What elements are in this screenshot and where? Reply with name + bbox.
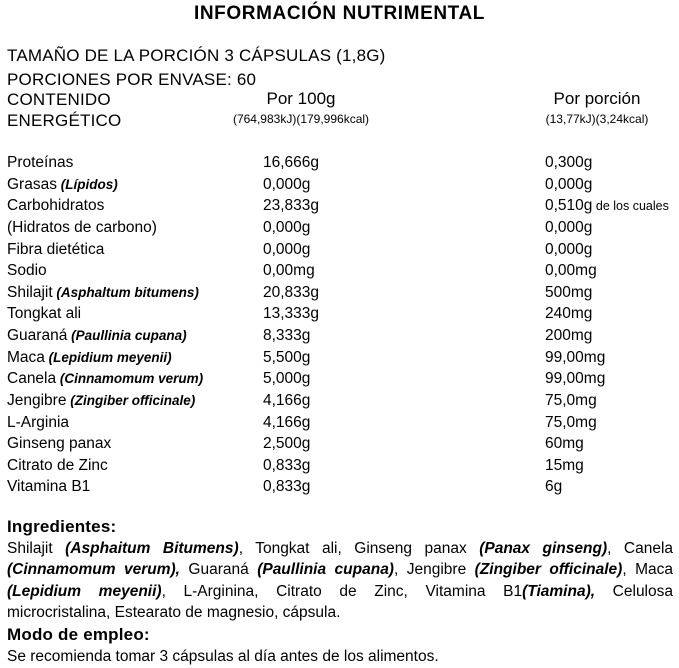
per-portion-value: 0,300g [545, 154, 593, 171]
nutrient-row [7, 239, 675, 261]
ingredients-section [7, 516, 673, 667]
nutrient-name: Fibra dietética [7, 240, 105, 258]
nutrient-row [7, 476, 675, 498]
nutrient-row [7, 152, 675, 174]
nutrient-row [7, 217, 675, 239]
ingredient-scientific-name: (Cinnamomum verum), [7, 561, 180, 579]
nutrient-name: (Hidratos de carbono) [7, 218, 157, 236]
per-100g-value: 0,000g [263, 240, 311, 258]
per-100g-value: 0,833g [263, 456, 311, 474]
nutrient-table [7, 152, 675, 498]
nutrient-row [7, 260, 675, 282]
nutrient-scientific-name: (Lepidium meyenii) [44, 349, 172, 365]
page-title: INFORMACIÓN NUTRIMENTAL [193, 3, 486, 24]
per-100g-value: 16,666g [263, 154, 320, 171]
nutrient-scientific-name: (Lípidos) [56, 176, 118, 192]
ingredient-scientific-name: (Lepidium meyenii) [7, 582, 162, 600]
ingredient-text-fragment: , Canela [607, 539, 674, 557]
nutrient-name: Carbohidratos [7, 197, 105, 215]
per-100g-value: 2,500g [263, 435, 311, 453]
per-portion-value-note: de los cuales [592, 199, 669, 214]
nutrient-scientific-name: (Paullinia cupana) [67, 328, 187, 343]
nutrient-name: Jengibre (Zingiber officinale) [7, 391, 196, 409]
ingredients-text [7, 538, 673, 624]
nutrient-row [7, 174, 675, 196]
ingredient-text-fragment: Shilajit [7, 539, 66, 557]
ingredient-scientific-name: (Zingiber officinale) [474, 561, 623, 579]
per-100g-value: 13,333g [263, 305, 320, 323]
ingredient-text-fragment: Celulosa microcristalina, Estearato de magnesio, cápsula. [7, 582, 673, 622]
per-100g-title: Por 100g [266, 89, 336, 108]
ingredient-scientific-name: (Panax ginseng) [479, 539, 608, 557]
per-portion-energy-value: (13,77kJ)(3,24kcal) [545, 112, 649, 126]
nutrient-rows [7, 152, 675, 498]
usage-heading: Modo de empleo: [7, 624, 150, 644]
ingredient-scientific-name: (Asphaitum Bitumens) [65, 539, 239, 557]
nutrient-row [7, 303, 675, 325]
ingredient-text-fragment: , L-Arginina, Citrato de Zinc, Vitamina B1 [161, 582, 523, 600]
nutrient-name: Ginseng panax [7, 435, 112, 453]
per-portion-value: 99,00mg [545, 370, 606, 388]
energy-content-label [7, 89, 121, 131]
ingredient-scientific-name: (Paullinia cupana) [257, 561, 394, 579]
nutrient-row [7, 195, 675, 217]
nutrient-name: Sodio [7, 262, 47, 280]
per-100g-value: 5,500g [263, 348, 311, 366]
per-portion-title: Por porción [553, 89, 641, 108]
nutrient-name: Tongkat ali [7, 305, 82, 323]
nutrient-row [7, 455, 675, 477]
nutrient-row [7, 390, 675, 412]
energy-content-label-line2: ENERGÉTICO [7, 111, 122, 130]
per-portion-value: 0,00mg [545, 262, 597, 280]
nutrient-row [7, 412, 675, 434]
ingredient-text-fragment: , Tongkat ali, Ginseng panax [238, 539, 480, 557]
nutrient-name: L-Arginia [7, 413, 70, 431]
nutrient-row [7, 325, 675, 347]
nutrient-scientific-name: (Zingiber officinale) [66, 392, 196, 408]
per-portion-value: 0,000g [545, 175, 593, 193]
nutrient-name: Shilajit (Asphaltum bitumens) [7, 283, 199, 301]
per-portion-value: 75,0mg [545, 413, 597, 431]
per-100g-value: 0,833g [263, 478, 311, 496]
per-100g-value: 4,166g [263, 413, 311, 431]
per-100g-value: 0,000g [263, 175, 311, 193]
serving-info [7, 44, 386, 92]
per-100g-column-header [220, 89, 382, 127]
per-portion-value: 500mg [545, 283, 593, 301]
nutrient-row [7, 282, 675, 304]
nutrient-name: Proteínas [7, 154, 74, 171]
ingredient-text-fragment: Guaraná [179, 561, 258, 579]
serving-size-line: TAMAÑO DE LA PORCIÓN 3 CÁPSULAS (1,8G) [7, 46, 386, 65]
energy-content-label-line1: CONTENIDO [7, 90, 111, 109]
per-portion-value: 99,00mg [545, 348, 606, 366]
per-portion-value: 6g [545, 478, 563, 496]
nutrient-scientific-name: (Cinnamomum verum) [56, 371, 204, 387]
per-portion-value: 15mg [545, 456, 584, 474]
per-portion-column-header [518, 89, 676, 127]
ingredients-heading: Ingredientes: [7, 517, 117, 536]
per-portion-value: 0,000g [545, 240, 593, 258]
per-portion-value: 0,510g de los cuales [545, 197, 669, 215]
per-portion-value: 240mg [545, 305, 593, 323]
servings-per-container-line: PORCIONES POR ENVASE: 60 [7, 70, 257, 89]
nutrient-row [7, 347, 675, 369]
per-100g-value: 0,00mg [263, 262, 315, 280]
per-portion-value: 200mg [545, 327, 593, 344]
nutrient-name: Grasas (Lípidos) [7, 175, 118, 193]
nutrient-name: Citrato de Zinc [7, 456, 108, 474]
nutrient-name: Canela (Cinnamomum verum) [7, 370, 204, 388]
per-100g-value: 0,000g [263, 218, 311, 236]
per-100g-value: 23,833g [263, 197, 320, 215]
nutrient-row [7, 433, 675, 455]
usage-text: Se recomienda tomar 3 cápsulas al día antes de los alimentos. [7, 647, 439, 665]
nutrient-scientific-name: (Asphaltum bitumens) [52, 284, 199, 300]
per-100g-value: 20,833g [263, 283, 320, 301]
nutrient-name: Vitamina B1 [7, 478, 91, 496]
nutrient-row [7, 368, 675, 390]
per-portion-value: 60mg [545, 435, 584, 453]
ingredient-text-fragment: , Maca [622, 561, 674, 579]
per-100g-value: 5,000g [263, 370, 311, 388]
per-100g-energy-value: (764,983kJ)(179,996kcal) [232, 112, 370, 126]
nutrient-name: Guaraná (Paullinia cupana) [7, 327, 187, 344]
nutrient-name: Maca (Lepidium meyenii) [7, 348, 172, 366]
ingredient-scientific-name: (Tiamina), [522, 582, 596, 600]
per-100g-value: 8,333g [263, 327, 311, 344]
per-portion-value: 0,000g [545, 218, 593, 236]
per-portion-value: 75,0mg [545, 391, 597, 409]
per-100g-value: 4,166g [263, 391, 311, 409]
ingredient-text-fragment: , Jengibre [393, 561, 475, 579]
